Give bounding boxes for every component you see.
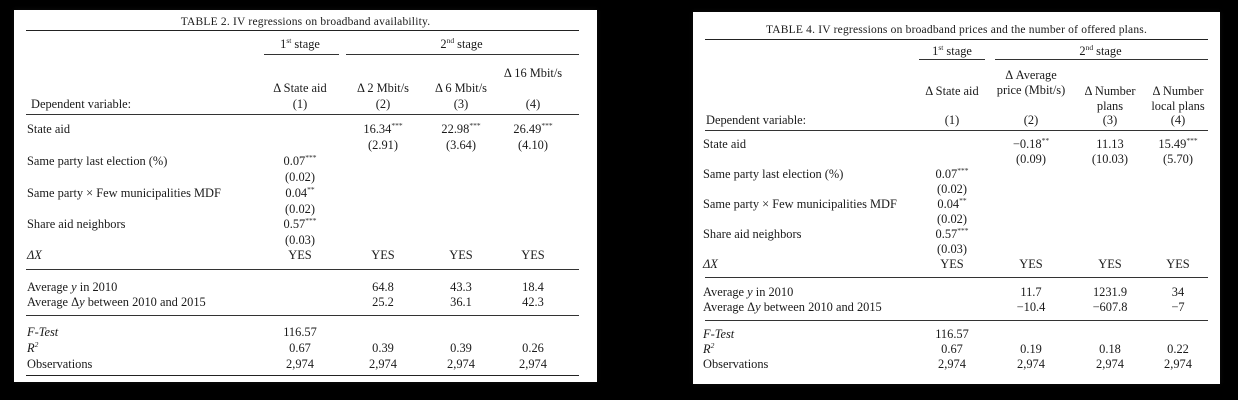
cell: 2,974 [519,357,547,371]
header-rule [26,114,579,115]
cell: 0.19 [1020,342,1042,356]
cell-se: (0.09) [1016,152,1046,166]
cell: 18.4 [522,280,544,294]
table-2-panel [14,10,597,382]
col-num-3: (3) [1102,113,1118,127]
row-label-delta-x: ΔX [703,257,718,271]
cell: 0.04** [285,185,315,200]
row-label-observations: Observations [703,357,769,371]
col-header-1: Δ State aid [925,84,979,98]
stage2-underline [995,59,1208,60]
cell: 0.39 [372,341,394,355]
table-4-panel [693,12,1220,384]
row-label-avg-dy: Average Δy between 2010 and 2015 [703,300,882,314]
cell: 2,974 [1017,357,1045,371]
cell: 15.49*** [1158,136,1198,151]
cell: 11.7 [1020,285,1042,299]
row-label-avg-y: Average y in 2010 [703,285,794,299]
col-header-4: Δ 16 Mbit/s [503,66,563,80]
col-header-1: Δ State aid [273,81,327,95]
cell: −7 [1171,300,1185,314]
cell: 16.34*** [363,121,403,136]
col-header-4: Δ Number local plans [1151,84,1205,113]
cell: −0.18** [1012,136,1050,151]
table-caption: TABLE 4. IV regressions on broadband prices and the number of offered plans. [765,24,1148,36]
col-num-4: (4) [1170,113,1186,127]
cell: 116.57 [283,325,317,339]
col-header-2: Δ Average price (Mbit/s) [996,68,1066,97]
cell: 64.8 [372,280,394,294]
cell: YES [1019,257,1043,271]
col-num-1: (1) [944,113,960,127]
mid-rule [705,277,1208,278]
header-rule [705,130,1208,131]
cell: 2,974 [286,357,314,371]
row-label-delta-x: ΔX [27,248,42,262]
cell-se: (0.02) [285,170,315,184]
table-caption: TABLE 2. IV regressions on broadband availability. [180,16,431,28]
cell: 2,974 [447,357,475,371]
cell-se: (5.70) [1163,152,1193,166]
first-stage-label: 1st stage [280,36,320,51]
cell-se: (0.02) [937,212,967,226]
cell: 0.07*** [283,153,317,168]
cell: 0.26 [522,341,544,355]
cell-se: (0.02) [285,202,315,216]
mid-rule [26,315,579,316]
top-rule [26,30,579,31]
cell: 2,974 [369,357,397,371]
row-label-observations: Observations [27,357,93,371]
row-label-avg-dy: Average Δy between 2010 and 2015 [27,295,206,309]
cell: 1231.9 [1092,285,1128,299]
cell: 2,974 [938,357,966,371]
col-num-2: (2) [375,97,391,111]
row-label-state-aid: State aid [703,137,747,151]
cell-se: (2.91) [368,138,398,152]
cell: YES [940,257,964,271]
cell: 2,974 [1096,357,1124,371]
row-label-same-party: Same party last election (%) [27,154,168,168]
col-num-4: (4) [525,97,541,111]
cell: 34 [1171,285,1185,299]
cell: −10.4 [1016,300,1046,314]
stage1-underline [264,54,339,55]
cell-se: (0.03) [937,242,967,256]
row-label-share-aid: Share aid neighbors [703,227,802,241]
col-num-1: (1) [292,97,308,111]
cell: 26.49*** [513,121,553,136]
bottom-rule [26,375,579,376]
dependent-variable-label: Dependent variable: [706,113,807,127]
cell: 0.07*** [935,166,969,181]
cell: 0.57*** [283,216,317,231]
row-label-r2: $R^2$ [27,340,39,355]
first-stage-label: 1st stage [932,43,972,58]
cell: 42.3 [522,295,544,309]
cell: 0.67 [941,342,963,356]
cell: YES [521,248,545,262]
cell: 0.18 [1099,342,1121,356]
row-label-same-party-few: Same party × Few municipalities MDF [27,186,221,200]
col-header-3: Δ Number plans [1084,84,1136,113]
col-num-3: (3) [453,97,469,111]
second-stage-label: 2nd stage [440,36,483,51]
stage1-underline [919,59,985,60]
top-rule [705,39,1208,40]
cell: 116.57 [935,327,969,341]
cell: 36.1 [450,295,472,309]
row-label-state-aid: State aid [27,122,71,136]
cell: 0.67 [289,341,311,355]
dependent-variable-label: Dependent variable: [31,97,132,111]
cell: 11.13 [1096,137,1124,151]
cell: 22.98*** [441,121,481,136]
col-header-2: Δ 2 Mbit/s [356,81,410,95]
cell-se: (0.02) [937,182,967,196]
cell: 0.57*** [935,226,969,241]
col-header-3: Δ 6 Mbit/s [434,81,488,95]
cell: 25.2 [372,295,394,309]
cell: YES [449,248,473,262]
row-label-avg-y: Average y in 2010 [27,280,118,294]
col-num-2: (2) [1023,113,1039,127]
row-label-f-test: F-Test [27,325,59,339]
cell: YES [1166,257,1190,271]
second-stage-label: 2nd stage [1079,43,1122,58]
cell: YES [288,248,312,262]
row-label-r2: $R^2$ [703,341,715,356]
cell: 0.39 [450,341,472,355]
cell-se: (10.03) [1091,152,1129,166]
cell-se: (4.10) [518,138,548,152]
cell: 2,974 [1164,357,1192,371]
mid-rule [705,320,1208,321]
cell: 0.04** [937,196,967,211]
cell: 43.3 [450,280,472,294]
stage2-underline [346,54,579,55]
cell-se: (3.64) [446,138,476,152]
row-label-same-party: Same party last election (%) [703,167,844,181]
cell: 0.22 [1167,342,1189,356]
cell: YES [371,248,395,262]
mid-rule [26,269,579,270]
row-label-same-party-few: Same party × Few municipalities MDF [703,197,897,211]
row-label-f-test: F-Test [703,327,735,341]
row-label-share-aid: Share aid neighbors [27,217,126,231]
cell: YES [1098,257,1122,271]
cell: −607.8 [1092,300,1128,314]
cell-se: (0.03) [285,233,315,247]
